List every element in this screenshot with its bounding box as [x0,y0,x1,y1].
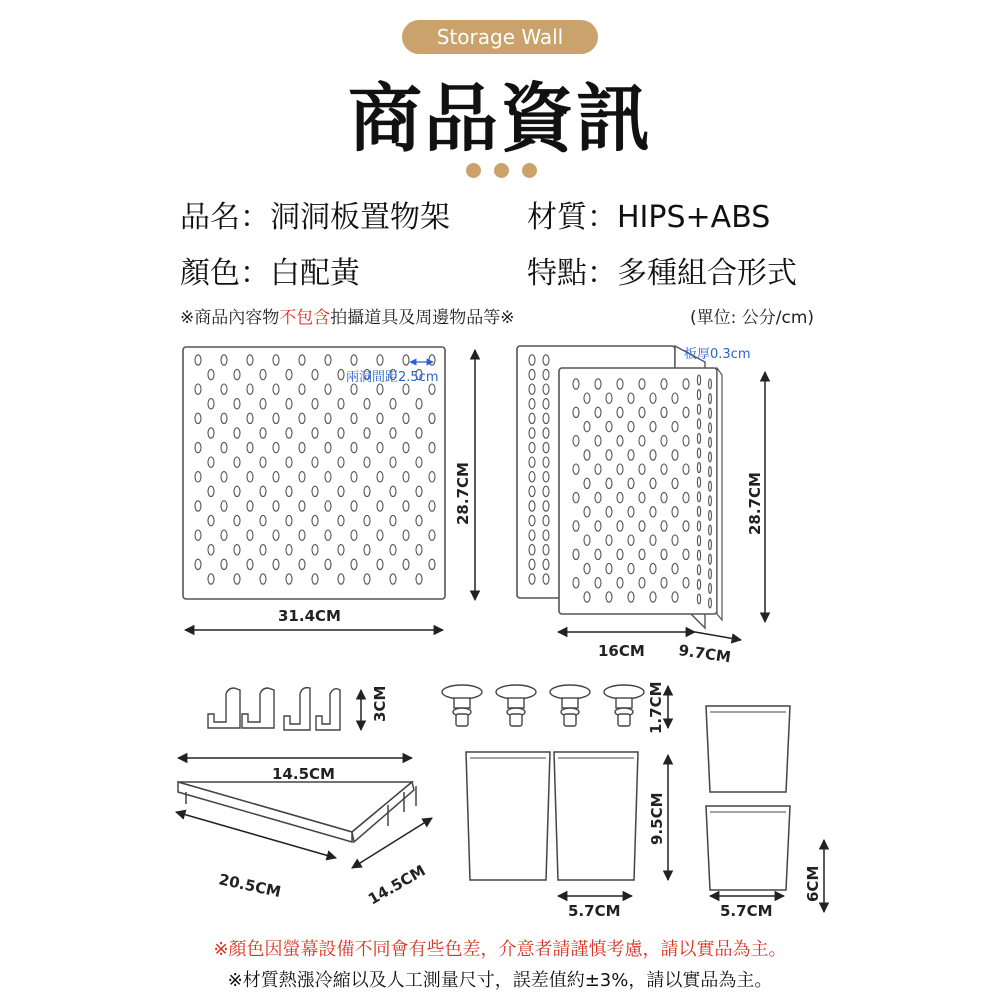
panel-width-label: 31.4CM [278,607,341,625]
corner-width-label: 16CM [598,642,645,660]
note-highlight: 不包含 [279,308,331,328]
measurement-disclaimer: ※材質熱漲冷縮以及人工測量尺寸，誤差值約±3%，請以實品為主。 [227,970,773,991]
tall-cup-width-label: 5.7CM [568,902,621,920]
dot-icon [494,163,509,178]
thickness-label: 板厚0.3cm [684,347,751,362]
dot-icon [466,163,481,178]
tall-cup-height-label: 9.5CM [648,792,666,845]
spec-product-name: 品名：洞洞板置物架 [180,200,450,235]
peg-height-label: 1.7CM [647,681,665,734]
hook-height-label: 3CM [371,685,389,722]
spec-feature: 特點：多種組合形式 [527,256,797,291]
contents-note [180,303,515,328]
corner-height-label: 28.7CM [746,472,764,535]
page-title: 商品資訊 [348,76,652,162]
dot-icon [522,163,537,178]
triangle-shelf [178,782,416,842]
shelf-side-label: 14.5CM [365,861,429,909]
pegs [442,685,644,726]
storage-wall-badge: Storage Wall [402,20,598,54]
spec-material: 材質：HIPS+ABS [527,200,771,235]
decorative-dots [466,163,538,179]
hole-gap-label: 兩洞間距2.5cm [346,370,439,385]
short-cup-width-label: 5.7CM [720,902,773,920]
note-prefix: ※商品內容物 [180,308,280,328]
tall-cups [466,752,638,880]
panel-height-label: 28.7CM [454,462,472,525]
product-illustration [0,330,1000,930]
hooks [208,688,340,730]
unit-label: (單位: 公分/cm) [690,308,815,328]
note-suffix: 拍攝道具及周邊物品等※ [330,308,515,328]
corner-depth-label: 9.7CM [677,641,732,667]
short-cups [706,706,790,890]
shelf-width-label: 14.5CM [272,765,335,783]
shelf-long-label: 20.5CM [217,870,283,902]
color-disclaimer: ※顏色因螢幕設備不同會有些色差，介意者請謹慎考慮，請以實品為主。 [213,939,787,960]
short-cup-height-label: 6CM [804,865,822,902]
corner-pegboard [517,346,722,628]
spec-color: 顏色：白配黃 [180,256,360,291]
